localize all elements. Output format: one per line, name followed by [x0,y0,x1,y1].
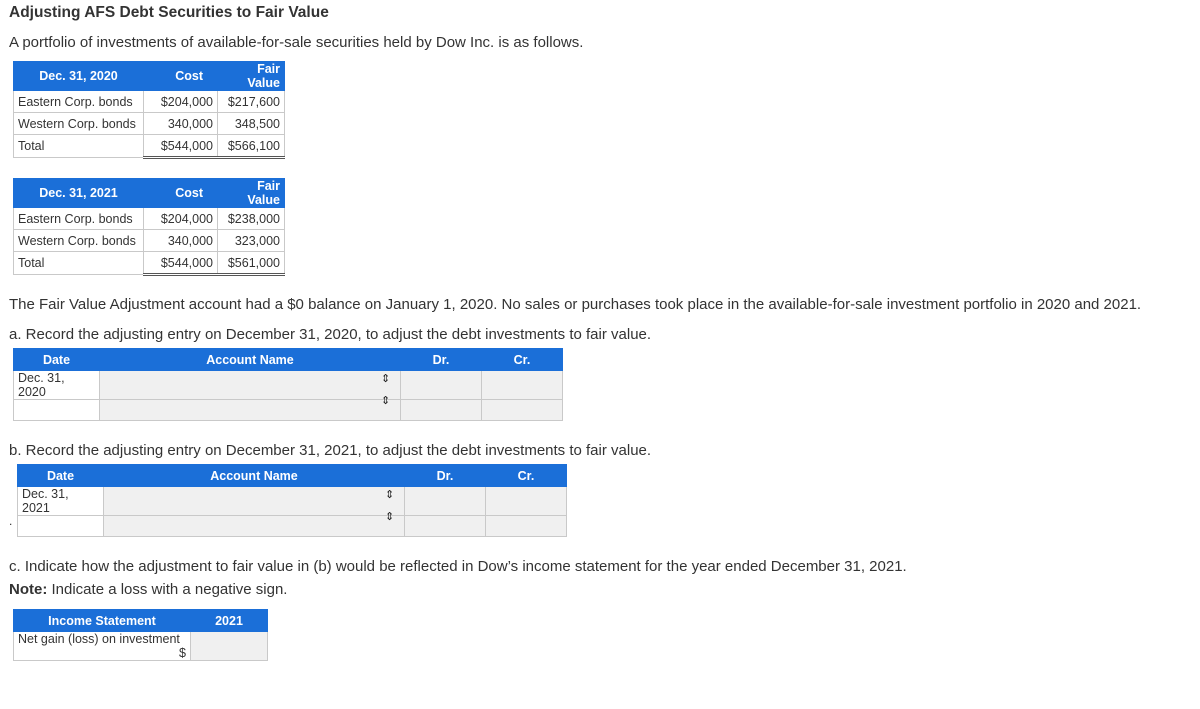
col-header-income-statement: Income Statement [14,610,191,632]
account-name-select[interactable] [100,400,401,421]
col-header-cost: Cost [144,62,218,91]
stray-mark: . [9,514,13,528]
net-gain-loss-input[interactable] [191,632,268,661]
part-c-prompt: c. Indicate how the adjustment to fair value in (b) would be reflected in Dow’s income statement for the year ended December 31, 2021. [9,558,907,575]
col-header-credit: Cr. [486,465,567,487]
fair-value: $217,600 [218,91,285,113]
entry-date: Dec. 31, 2021 [18,487,104,516]
income-statement-table [13,609,268,661]
security-name: Eastern Corp. bonds [14,208,144,230]
col-header-account-name: Account Name [104,465,405,487]
col-header-date: Date [18,465,104,487]
cost-value: 340,000 [144,230,218,252]
account-name-select[interactable] [100,371,401,400]
col-header-date: Dec. 31, 2021 [14,179,144,208]
intro-text: A portfolio of investments of available-for-sale securities held by Dow Inc. is as follows. [9,34,584,51]
portfolio-table-2020 [13,61,285,159]
table-row [14,230,285,252]
table-row [14,632,268,661]
entry-date: Dec. 31, 2020 [14,371,100,400]
fair-value: 323,000 [218,230,285,252]
currency-symbol: $ [179,646,186,660]
col-header-debit: Dr. [401,349,482,371]
cost-value: $204,000 [144,208,218,230]
total-label: Total [14,252,144,275]
fair-value: $238,000 [218,208,285,230]
table-row [14,91,285,113]
col-header-fair-value: Fair Value [218,179,285,208]
total-cost: $544,000 [144,252,218,275]
sort-updown-icon[interactable]: ⇕ [381,395,391,407]
col-header-cost: Cost [144,179,218,208]
table-row [14,208,285,230]
note-text: Indicate a loss with a negative sign. [47,581,288,598]
total-row [14,135,285,158]
security-name: Western Corp. bonds [14,113,144,135]
net-gain-loss-label: Net gain (loss) on investment [18,632,180,646]
cost-value: 340,000 [144,113,218,135]
col-header-debit: Dr. [405,465,486,487]
table-row [14,113,285,135]
part-a-prompt: a. Record the adjusting entry on December 31, 2020, to adjust the debt investments to fair value. [9,326,652,343]
col-header-date: Dec. 31, 2020 [14,62,144,91]
sort-updown-icon[interactable]: ⇕ [381,373,391,385]
part-b-prompt: b. Record the adjusting entry on December 31, 2021, to adjust the debt investments to fair value. [9,442,652,459]
sort-updown-icon[interactable]: ⇕ [385,511,395,523]
total-label: Total [14,135,144,158]
row-label [14,632,191,661]
fair-value: 348,500 [218,113,285,135]
total-fair-value: $566,100 [218,135,285,158]
total-cost: $544,000 [144,135,218,158]
col-header-account-name: Account Name [100,349,401,371]
portfolio-table-2021 [13,178,285,276]
account-name-select[interactable] [104,487,405,516]
entry-date [18,516,104,537]
entry-date [14,400,100,421]
col-header-year: 2021 [191,610,268,632]
part-c-note [9,581,287,598]
total-row [14,252,285,275]
security-name: Western Corp. bonds [14,230,144,252]
note-label: Note: [9,581,48,598]
total-fair-value: $561,000 [218,252,285,275]
security-name: Eastern Corp. bonds [14,91,144,113]
col-header-fair-value: Fair Value [218,62,285,91]
sort-updown-icon[interactable]: ⇕ [385,489,395,501]
col-header-date: Date [14,349,100,371]
fair-value-note: The Fair Value Adjustment account had a $0 balance on January 1, 2020. No sales or purchases took place in the available-for-sale investment portfolio in 2020 and 2021. [9,296,1142,313]
col-header-credit: Cr. [482,349,563,371]
cost-value: $204,000 [144,91,218,113]
page-title: Adjusting AFS Debt Securities to Fair Value [9,4,329,21]
account-name-select[interactable] [104,516,405,537]
